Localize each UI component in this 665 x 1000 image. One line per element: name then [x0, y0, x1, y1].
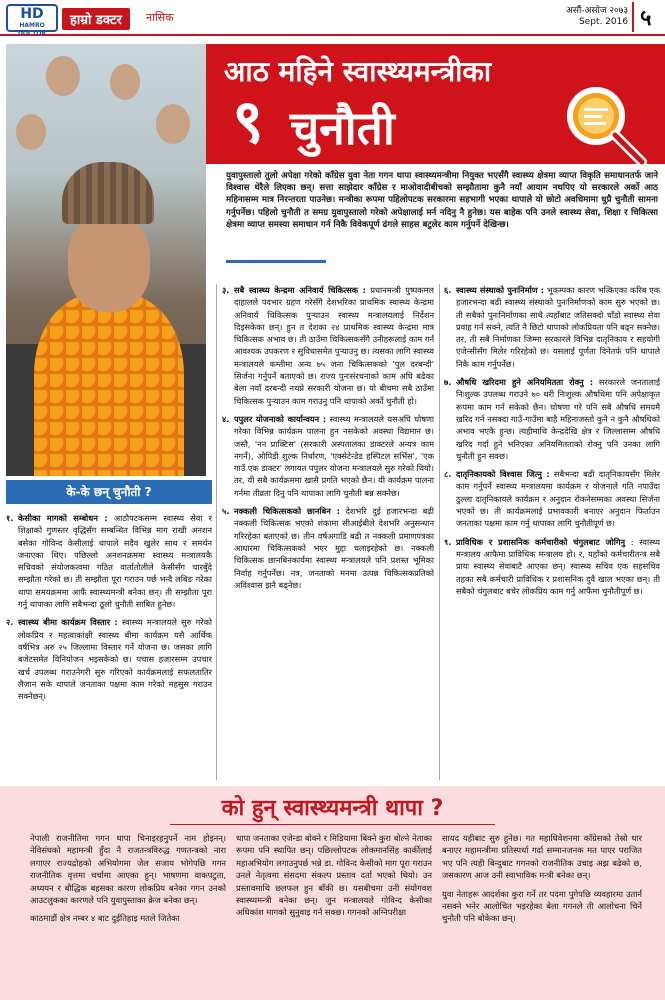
issue-date — [566, 6, 628, 28]
profile-paragraph: काठमाडौं क्षेत्र नम्बर ४ बाट दुईतिहाइ मतले जितेका — [30, 913, 180, 924]
issue-date-nepali: असौं-असोज २०७३ — [566, 6, 629, 16]
crowd-person — [46, 56, 80, 96]
challenge-text: आठौपटकसम्म स्वास्थ्य सेवा र शिक्षाको गुणस्तर वृद्धिसँग सम्बन्धित विभिन्न माग राखी अनशन बसेका गोविन्द केसीलाई थापाले सदैव खुलेर साथ र समर्थन जनाएका थिए। पछिल्लो अनशनक्रममा स्वास्थ्य मन्त्रालयकै सचिवको संयोजकत्वमा गठित वार्तातोलीले केसीसँग चारबुँदे सम्झौता गरेको छ। ती सम्झौता पूरा गराउन पर्छ भन्दै लबिङ गरेका थापा समयक्रममा आफैं स्वास्थ्यमन्त्री बनेका छन्। ती सम्झौता पूरा गर्नु थापाका लागि सबैभन्दा ठूलो चुनौती साबित हुनेछ। — [18, 513, 212, 610]
column-divider — [216, 284, 217, 780]
dhaka-topi — [62, 162, 154, 224]
crowd-person — [156, 104, 190, 144]
profile-paragraph: थापा जनताका एजेन्डा बोक्ने र मिडियामा बिक्ने कुरा बोल्ने नेताका रूपमा पनि स्थापित छन्। पछिल्लोपटक लोकमानसिंह कार्कीलाई महाअभियोग लगाउनुपर्छ भन्ने डा. गोविन्द केसीको माग पूरा गराउन उनले नेतृत्वमा संसदमा संकल्प प्रस्ताव दर्ता भएको थियो। उन प्रस्तावमाथि छलफल हुन बाँकी छ। यसबीचमा उनी संयोगवश स्वास्थ्यमन्त्री बनेका छन्। जुन मन्त्रालयले गोविन्द केसीका अधिकांश मागको सुनुवाइ गर्न सक्छ। गगनको अग्निपरीक्षा — [236, 833, 432, 918]
challenge-title: प्राविधिक र प्रशासनिक कर्मचारीको चंगुलबाट जोगिनु — [456, 536, 626, 547]
article-column-1 — [6, 512, 212, 780]
headline-line1: आठ महिने स्वास्थ्यमन्त्रीका — [224, 55, 492, 88]
flower-garland — [34, 294, 184, 476]
profile-paragraph: सायद यहीबाट सुरु हुनेछ। गत महाधिवेशनमा काँग्रेसको तेस्रो धार बनाएर महामन्त्रीमा प्रतिस्पर्धा गर्दा सम्मानजनक मत पाएर पराजित भए पनि त्यही बिन्दुबाट गगनको राजनीतिक उचाइ अझ बढेको छ, जसकारण आज उनी स्वाभाविक मन्त्री बनेका छन्। — [442, 833, 642, 881]
edition-label: नासिक — [146, 11, 174, 24]
article-column-2 — [222, 284, 434, 780]
challenge-number: २. — [6, 617, 14, 628]
profile-title-underline — [170, 824, 495, 825]
column-divider — [439, 284, 440, 780]
challenge-item — [222, 284, 434, 407]
profile-title: को हुन् स्वास्थ्यमन्त्री थापा ? — [221, 796, 444, 821]
minister-photo — [6, 44, 206, 476]
intro-paragraph: युवापुस्तालो तुलो अपेक्षा गरेको काँग्रेस युवा नेता गगन थापा स्वास्थ्यमन्त्रीमा नियुक्त भएसँगै स्वास्थ्य क्षेत्रमा व्याप्त विकृति समाधानतर्फ जाने विश्वास थेरैले लिएका छन्। सत्ता साझेदार काँग्रेस र माओवादीबीचको सम्झौतामा कुनै नयाँ आयाम नथपिए यो सरकारले अर्को आठ महिनासम्म मात्र निरन्तरता पाउनेछ। मन्त्रीका रूपमा पहिलोपटक सरकारमा सहभागी भएका थापाले यो छोटो अवधिमामा धुप्रै चुनौती सामना गर्नुपर्नेछ। पहिलो चुनौती त समग्र युवापुस्तालो गरेको अपेक्षालाई मर्न नदिनु नै हुनेछ। यस बाहेक पनि उनले स्वास्थ्य सेवा, शिक्षा र चिकित्सा क्षेत्रमा व्याप्त समस्या समाधान गर्न निकै विवेकपूर्ण ढंगले साहस बटुलेर काम गर्नुपर्ने देखिन्छ। — [226, 171, 658, 230]
magnifier-icon — [560, 80, 650, 170]
challenge-item — [6, 512, 212, 610]
challenge-title: औषधि खरिदमा हुने अनियमितता रोक्नु : — [456, 377, 594, 388]
page-number: ५ — [632, 2, 651, 32]
challenge-title: केसीका मागको सम्बोधन : — [18, 513, 108, 523]
logo-subtext: HAMRO DOCTOR — [17, 22, 47, 37]
challenge-number: ९. — [444, 536, 452, 547]
challenge-item — [444, 536, 660, 597]
crowd-person — [16, 114, 46, 150]
challenge-item — [222, 505, 434, 591]
profile-column-1 — [30, 832, 226, 996]
issue-date-english: Sept. 2016 — [578, 17, 629, 27]
challenge-title: नक्कली चिकित्सकको छानबिन : — [234, 506, 340, 517]
article-column-3 — [444, 284, 660, 780]
challenge-number: ५. — [222, 506, 230, 517]
challenge-title: स्वास्थ्य संस्थाको पुनःनिर्माण : — [456, 285, 544, 295]
challenge-title: दातृनिकायको विश्वास जित्नु : — [456, 469, 550, 480]
logo-text: HD — [20, 6, 44, 22]
logo — [6, 4, 58, 37]
challenge-item — [444, 376, 660, 462]
challenge-text: सरकारले जनतालाई निःशुल्क उपलब्ध गराउने ७० थरी निःशुल्क औषधिमा पनि अपेक्षाकृत रूपमा काम गर्न सकेको छैन। घोषणा गरे पनि सबै औषधि समयमै खरिद गर्न नसक्दा गाउँ-गाउँमा बाहै महिनाजस्तो कुनै न कुनै औषधिको अभाव भएकै हुन्छ। त्यहीमाथि केन्द्रदेखि क्षेत्र र जिल्लासम्म औषधि खरिद गर्दा हुने भनिएका अनियमितताको रोक्नु पनि उनका लागि चुनौती हुन सक्छ। — [456, 377, 660, 461]
challenge-text: स्वास्थ्य मन्त्रालयले सुरु गरेको लोकप्रिय र महत्वाकांक्षी स्वास्थ्य बीमा कार्यक्रम यसै आर्थिक वर्षभित्र अरु २५ जिल्लामा विस्तार गर्ने योजना छ। जसका लागि बजेटसमेत विनियोजन भइसकेको छ। पचास हजारसम्म उपचार खर्च उपलब्ध गराउनेगरी सुरु गरिएको कार्यक्रमलाई सफलतातिर लैजान सके थापाले जनताका पक्षमा काम गरेको महसुस गराउन सक्नेछन्। — [18, 617, 212, 702]
challenge-text: देशभरि दुई हजारभन्दा बढी नक्कली चिकित्सक भएको शंकामा सीआईबीले देशभरि अनुसन्धान गरिरहेका बताएको छ। तीन वर्षअगाडि बढी त नक्कली प्रमाणपत्रका आधारमा चिकित्सकको भएर मुद्दा चलाइरहेको छ। नक्कली चिकित्सक छानबिनकार्यमा स्वास्थ्य मन्त्रालयले पनि प्रशस्त भूमिका निर्वाह गर्नुपर्नेछ। नत्र, जनताको मनमा उत्पन्न चिकित्सकप्रतिको अविश्वास झनै बढ्नेछ। — [234, 506, 434, 590]
profile-column-3 — [442, 832, 642, 996]
face — [68, 216, 150, 312]
challenge-number: ३. — [222, 285, 230, 295]
challenge-title: स्वास्थ्य बीमा कार्यक्रम विस्तार : — [18, 617, 118, 628]
challenge-item — [444, 468, 660, 529]
challenge-number: ८. — [444, 469, 452, 480]
headline-line2: चुनौती — [290, 101, 395, 155]
profile-paragraph: नेपाली राजनीतिमा गगन थापा चिनाइरहनुपर्ने नाम होइनन्। नेविसंघको महामन्त्री हुँदा नै राजतन्त्रविरुद्ध गणतन्त्रको नारा लगाएर राज्यद्रोहको अभियोगमा जेल सजाय भोगेपछि गगन राजनीतिक वृत्तमा चर्चामा आएका हुन्। भाषणमा वाकपटुता, अध्ययन र बौद्धिक बहसका कारण लोकप्रिय बनेका गगन उनको आउटलुकका कारणले पनि युवापुस्ताका क्रेज बनेका छन्। — [30, 833, 226, 906]
challenge-text: : स्वास्थ्य मन्त्रालय आफैमा प्राविधिक मन्त्रालय हो। र, यहाँको कर्मचारीतन्त्र सबै प्रायः स्वास्थ्य सेवाबाटै आएका छन्। स्वास्थ्य सचिव एक सहसचिव तहका सबै कर्मचारी प्राविधिक र प्रशासनिक दुवै खाल भएका छन्। ती सबैको चंगुलबाट बचेर लोकप्रिय काम गर्नु आफैंमा चुनौतीपूर्ण छ। — [456, 536, 660, 596]
profile-column-2 — [236, 832, 432, 996]
crowd-person — [110, 64, 140, 100]
challenge-title: सबै स्वास्थ्य केन्द्रमा अनिवार्य चिकित्सक : — [234, 285, 366, 295]
challenge-text: प्रधानमन्त्री पुष्पकमल दाहालले पदभार ग्रहण गरेसँगै देशभरिका प्राथमिक स्वास्थ्य केन्द्रमा अनिवार्य चिकित्सक पुऱ्याउन स्वास्थ्य मन्त्रालयलाई निर्देशन दिइसकेका छन्। हुन त देशका २४ प्राथमिक स्वास्थ्य केन्द्रमा मात्र चिकित्सक अभाव छ। ती ठाउँमा चिकित्सकसँगै उनीहरूलाई काम गर्न आवश्यक उपकरण र सुविधासमेत पुऱ्याउनु छ। त्यसका लागि स्वास्थ्य मन्त्रालयले कम्तीमा अन्य ७५ जना चिकित्सकको 'पुल दरबन्दी' सिर्जना गर्नुपर्ने बताएको छ। राज्य पुनःसंरचनाको काम अघि बढेका बेला नयाँ दरबन्दी नथप्ने सरकारी योजना छ। यो बीचमा सबै ठाउँमा चिकित्सक पुऱ्याउन काम गराउनु पनि थापाको अर्को चुनौती हो। — [234, 285, 434, 406]
challenge-title: पपुलर योजनाको कार्यान्वयन : — [234, 413, 327, 424]
challenge-number: ६. — [444, 285, 452, 295]
challenge-number: १. — [6, 513, 14, 523]
challenges-heading: के-के छन् चुनौती ? — [6, 480, 212, 504]
profile-paragraph: युवा नेताहरू आदर्शका कुरा गर्ने तर पदमा पुगेपछि व्यवहारमा उतार्न नसक्ने भनेर आलोचित भइरहेका बेला गगनले ती आलोचना चिर्ने चुनौती पनि बोकेका छन्। — [442, 888, 642, 924]
paper-name: हाम्रो डक्टर — [62, 8, 130, 30]
headline-number: ९ — [232, 87, 264, 157]
intro-divider — [226, 260, 326, 263]
challenge-text: भूकम्पका कारण भत्किएका करिब एक हजारभन्दा बढी स्वास्थ्य संस्थाको पुनःनिर्माणको काम सुरु भएको छ। ती सबैको पुनःनिर्माणका साथै त्यहाँबाट जतिसक्दो चाँडो स्वास्थ्य सेवा प्रवाह गर्न सक्ने, त्यति नै छिटो थापाको लोकप्रियता पनि बढ्न सक्नेछ। तर, ती सबै निर्माणका जिम्मा सरकारले विभिन्न दातृनिकाय र सहयोगी एजेन्सीसँग मिलेर गरिरहेको छ। यसलाई पूर्णता दिनेतर्फ पनि थापाले निकै काम गर्नुपर्नेछ। — [456, 285, 660, 369]
challenge-item — [444, 284, 660, 370]
challenge-item — [6, 616, 212, 702]
challenge-number: ४. — [222, 413, 230, 424]
challenge-text: सबैभन्दा बढी दातृनिकायसँग मिलेर काम गर्नुपर्ने स्वास्थ्य मन्त्रालयमा कार्यक्रम र योजनाले गति नपाउँदा ठुल्ला दातृनिकायले कार्यक्रम र अनुदान रोकनेसम्मका अवस्था सिर्जना भएको छ। ती कार्यक्रमलाई प्रभावकारी बनाएर अनुदान फिर्ताउन जनताका पक्षमा काम गर्नु थापाका लागि चुनौतीपूर्ण छ। — [456, 469, 660, 529]
challenge-text: स्वास्थ्य मन्त्रालयले यसअघि घोषणा गरेका विभिन्न कार्यक्रम पालना हुन नसकेको अवस्था विद्यमान छ। जस्तै, 'नन प्राक्टिस' (सरकारी अस्पतालका डाक्टरले अन्यत्र काम नगर्ने), ओपिडी शुल्क निर्धारण, 'एक्सेटेन्डेड हस्पिटल सर्भिस', 'एक गाउँ एक डाक्टर' लगायत पपुलर योजना मन्त्रालयले सुरु गरेको थियो। तर, यी सबै कार्यक्रममा खासै प्रगति भएको छैन। यी कार्यक्रम पालना गर्नमा तीव्रता दिनु पनि थापाका लागि चुनौती बन्न सक्नेछ। — [234, 413, 434, 498]
challenge-number: ७. — [444, 377, 452, 388]
challenge-item — [222, 413, 434, 499]
